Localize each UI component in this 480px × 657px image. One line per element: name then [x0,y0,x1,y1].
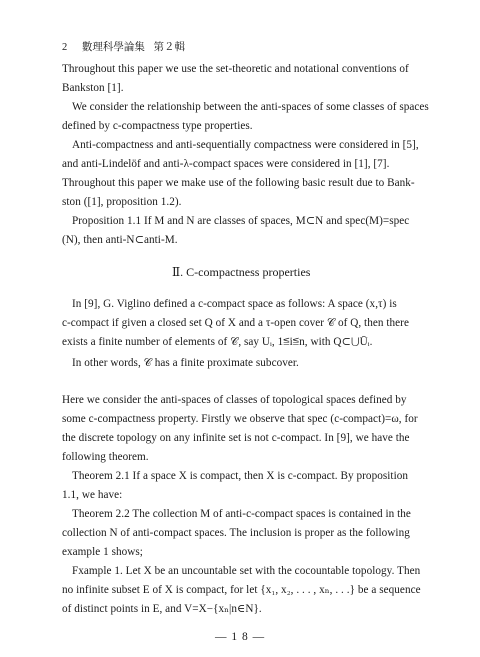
text-line-13: exists a finite number of elements of 𝒞, say Uᵢ, 1≦i≦n, with Q⊂⋃Ūᵢ. [62,336,373,348]
theorem-2-2-line-1: Theorem 2.2 The collection M of anti-c-compact spaces is contained in the [72,508,411,520]
header-journal-title: 數理科學論集 [81,42,145,53]
text-line-4: defined by c-compactness type properties. [62,120,253,132]
text-line-14: In other words, 𝒞 has a finite proximate subcover. [72,357,299,369]
section-title: Ⅱ. C-compactness properties [172,265,311,279]
theorem-2-1-line-2: 1.1, we have: [62,489,123,501]
theorem-2-1-line-1: Theorem 2.1 If a space X is compact, then X is c-compact. By proposition [72,470,409,482]
text-line-3: We consider the relationship between the anti-spaces of some classes of spaces [72,101,429,113]
text-line-15: Here we consider the anti-spaces of classes of topological spaces defined by [62,394,407,406]
text-line-1: Throughout this paper we use the set-theoretic and notational conventions of [62,63,409,75]
text-line-7: Throughout this paper we make use of the following basic result due to Bank- [62,177,415,189]
page-footer-number: — 1 8 — [214,631,266,643]
theorem-2-2-line-3: example 1 shows; [62,546,143,558]
text-line-2: Bankston [1]. [62,82,124,94]
text-line-17: the discrete topology on any infinite set is not c-compact. In [9], we have the [62,432,410,444]
text-line-5: Anti-compactness and anti-sequentially compactness were considered in [5], [72,139,419,151]
example-1-line-1: Fxample 1. Let X be an uncountable set with the cocountable topology. Then [72,565,421,577]
header-page-number: 2 [62,42,68,53]
text-line-16: some c-compactness property. Firstly we observe that spec (c-compact)=ω, for [62,413,418,425]
text-line-12: c-compact if given a closed set Q of X and a τ-open cover 𝒞 of Q, then there [62,317,409,329]
header-volume: 第２輯 [153,42,185,53]
example-1-line-3: of distinct points in E, and V=X−{xₙ|n∈N}. [62,603,262,615]
text-line-18: following theorem. [62,451,149,463]
text-line-11: In [9], G. Viglino defined a c-compact space as follows: A space (x,τ) is [72,298,397,310]
text-line-8: ston ([1], proposition 1.2). [62,196,182,208]
theorem-2-2-line-2: collection N of anti-compact spaces. The inclusion is proper as the following [62,527,410,539]
proposition-line-2: (N), then anti-N⊂anti-M. [62,234,178,246]
proposition-line-1: Proposition 1.1 If M and N are classes of spaces, M⊂N and spec(M)=spec [72,215,410,227]
example-1-line-2: no infinite subset E of X is compact, for let {x₁, x₂, . . . , xₙ, . . .} be a sequence [62,584,421,596]
running-header [62,39,185,54]
text-line-6: and anti-Lindelöf and anti-λ-compact spaces were considered in [1], [7]. [62,158,390,170]
